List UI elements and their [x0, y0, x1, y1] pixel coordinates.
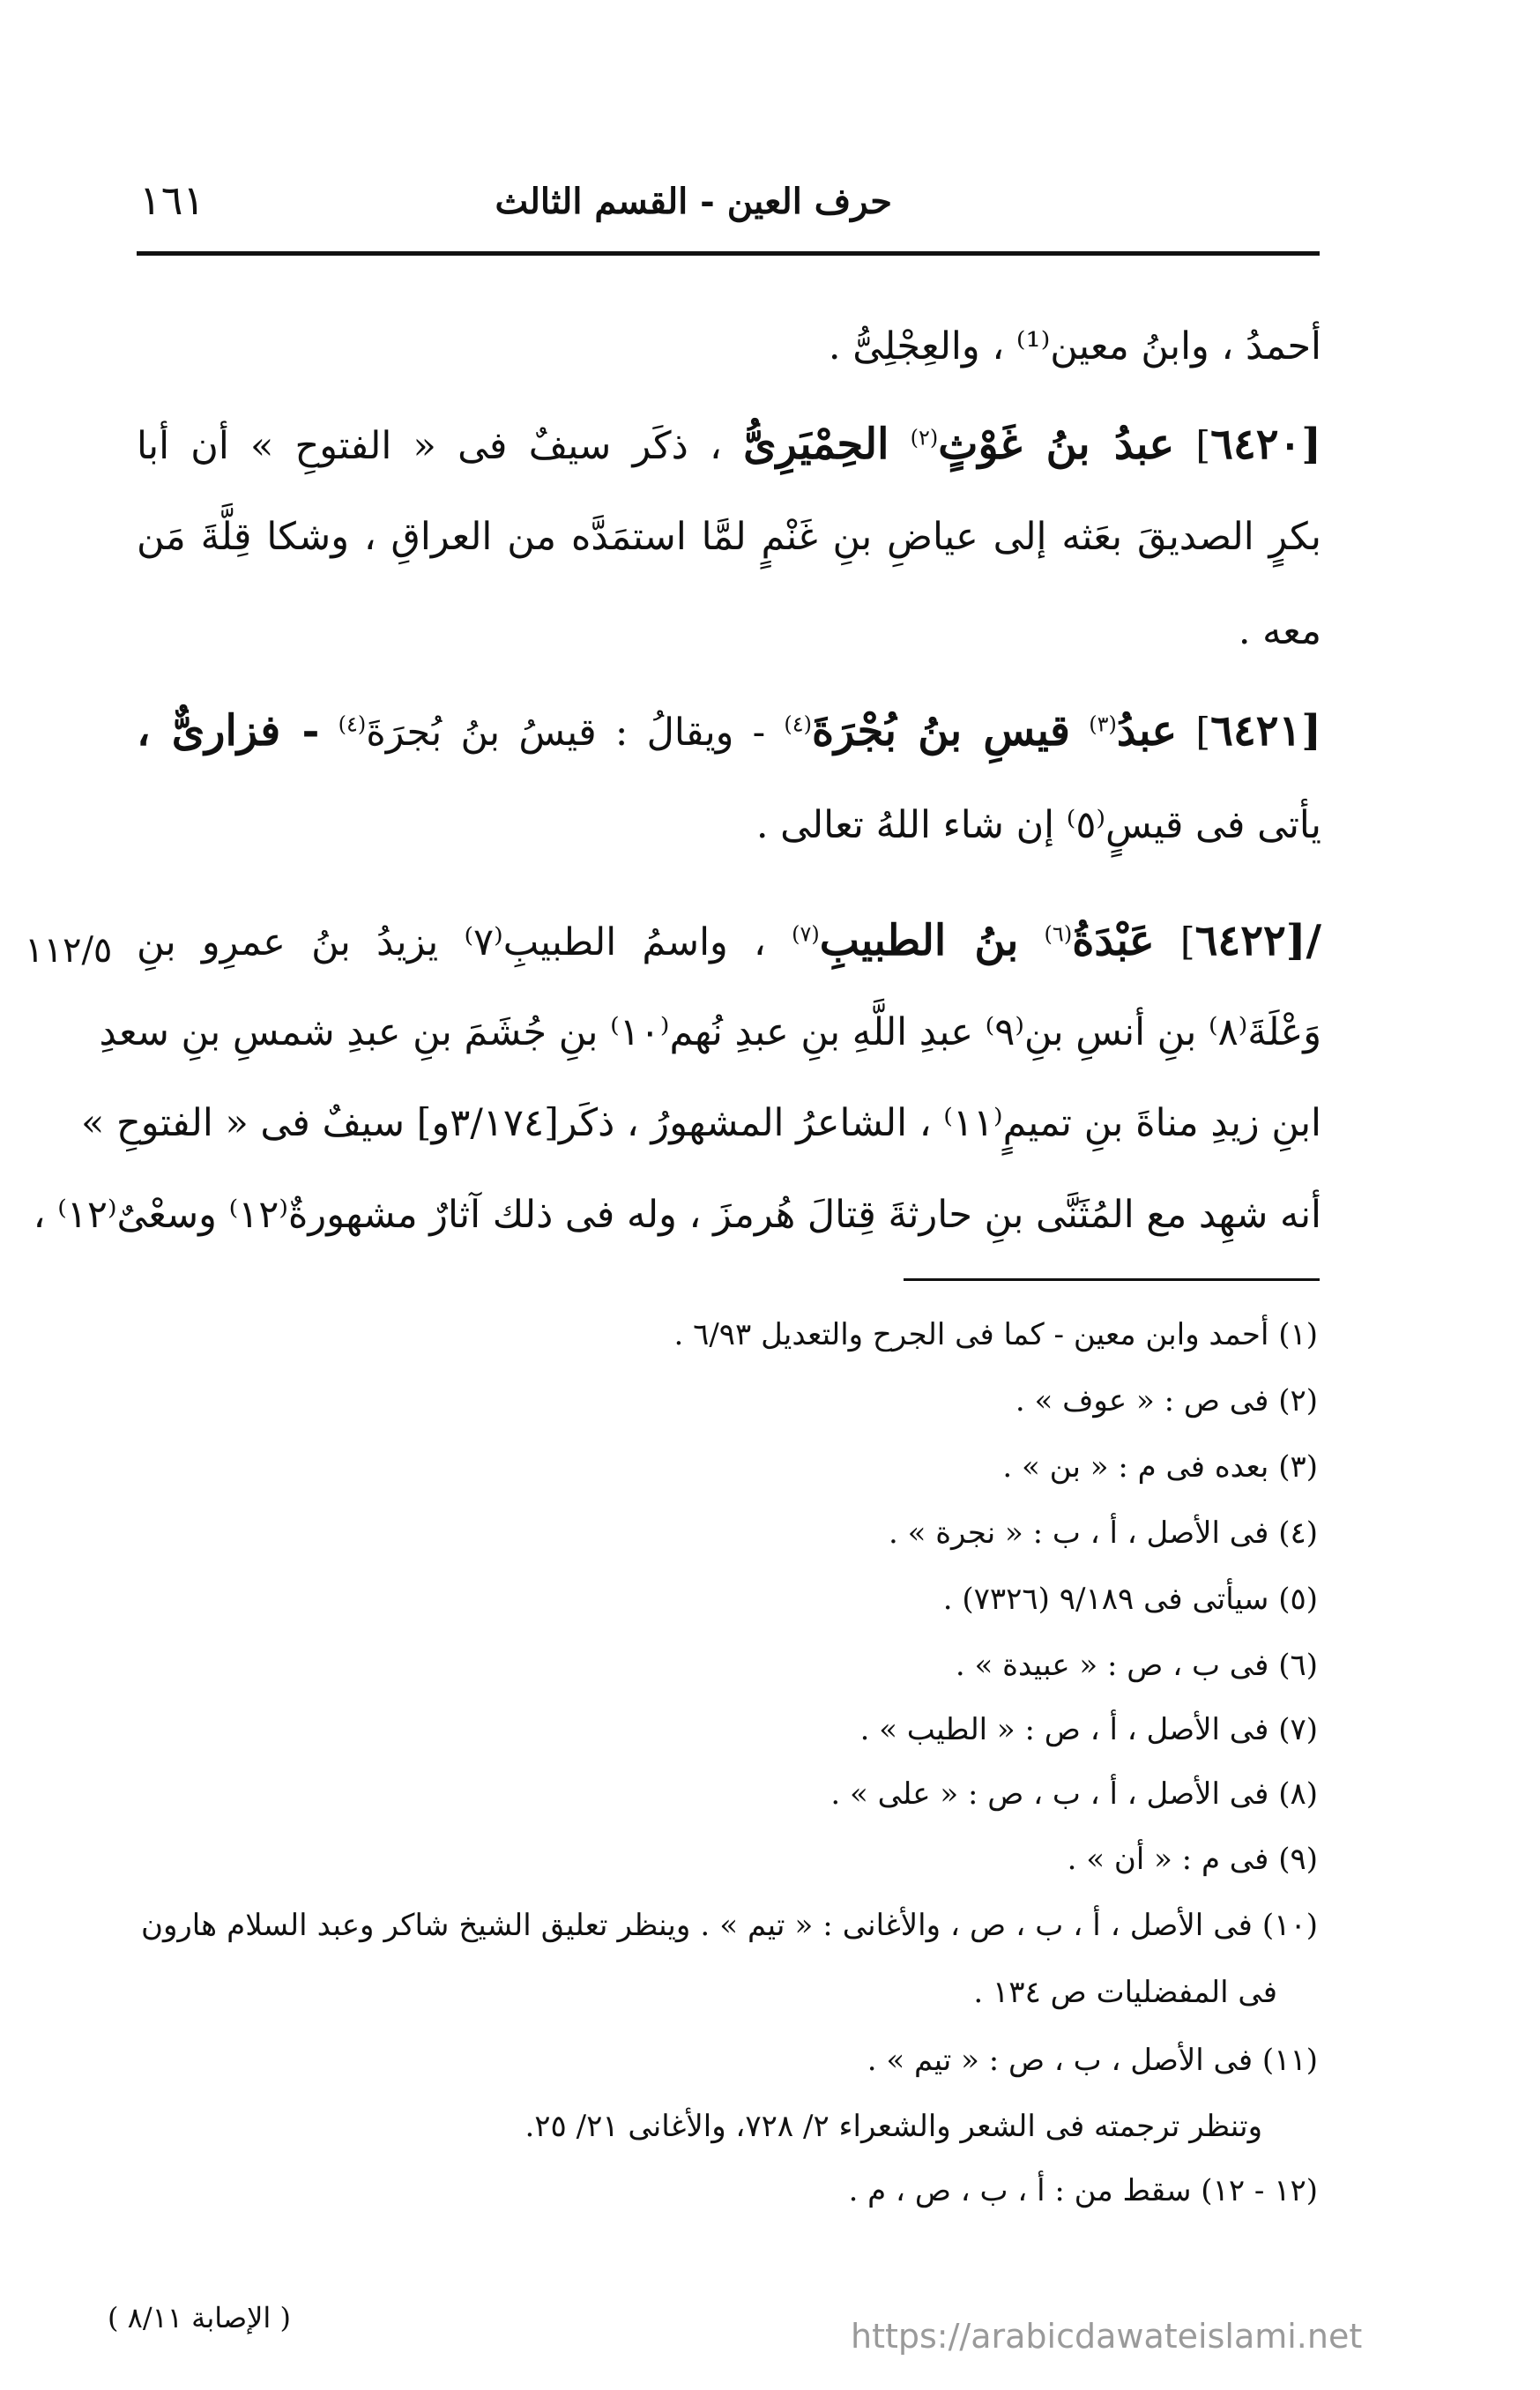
entry-text: ، واسمُ الطبيبِ⁽٧⁾ يزيدُ بنُ عمرِو بنِ [137, 920, 766, 964]
footnote-1: (١) أحمد وابن معين - كما فى الجرح والتعديل ٦/٩٣ . [673, 1317, 1318, 1352]
entry-text: ، ذكَر سيفٌ فى « الفتوحِ » أن أبا [137, 424, 722, 468]
footnote-4: (٤) فى الأصل ، أ ، ب : « نجرة » . [889, 1515, 1318, 1551]
entry-text: - ويقالُ : قيسُ بنُ بُجرَةَ [366, 711, 766, 755]
entry-number: [٦٤٢٠ [1210, 420, 1322, 469]
entry-number: /[٦٤٢٢ [1194, 916, 1322, 965]
entry-number: [٦٤٢١ [1210, 706, 1321, 756]
entry-name-nisba: الحِمْيَرِىُّ [743, 420, 889, 469]
body-line-3: بكرٍ الصديقَ بعَثه إلى عياضِ بنِ غَنْمٍ لمَّا استمَدَّه من العراقِ ، وشكا قِلَّةَ مَن [137, 515, 1321, 559]
footnote-ref: (٢) [910, 425, 939, 450]
footnote-12: (١٢ - ١٢) سقط من : أ ، ب ، ص ، م . [848, 2173, 1318, 2208]
body-line-4: معه . [1238, 609, 1321, 653]
footnote-10-continued: فى المفضليات ص ١٣٤ . [973, 1975, 1277, 2010]
margin-volume-ref: ١١٢/٥ [25, 930, 113, 971]
entry-name-father: بنُ الطبيبِ [819, 916, 1019, 965]
footnote-9: (٩) فى م : « أن » . [1067, 1842, 1318, 1877]
footnote-5: (٥) سيأتى فى ٩/١٨٩ (٧٣٢٦) . [942, 1582, 1318, 1617]
entry-name: عَبْدَةُ [1072, 916, 1155, 965]
entry-nisba: - فزارىٌّ ، [137, 706, 320, 756]
footnote-ref: (٧) [792, 921, 820, 947]
body-line-10: أنه شهِد مع المُثَنَّى بنِ حارثةَ قِتالَ هُرمزَ ، وله فى ذلك آثارٌ مشهورةٌ⁽١٢⁾ وسعْىٌ⁽١٢⁾ ، [33, 1193, 1321, 1237]
footnote-rule [904, 1278, 1320, 1281]
entry-6420-line: [٦٤٢٠] عبدُ بنُ غَوْثٍ$^{(٢)}$ الحِمْيَرِىُّ ، ذكَر سيفٌ فى « الفتوحِ » أن أبا [137, 420, 1322, 469]
footnote-11-continued: وتنظر ترجمته فى الشعر والشعراء ٢/ ٧٢٨، والأغانى ٢١/ ٢٥. [524, 2109, 1262, 2144]
body-line-9: ابنِ زيدِ مناةَ بنِ تميمٍ⁽١١⁾ ، الشاعرُ المشهورُ ، ذكَر[٣/١٧٤و] سيفٌ فى « الفتوحِ » [81, 1101, 1321, 1145]
footnote-11: (١١) فى الأصل ، ب ، ص : « تيم » . [867, 2043, 1318, 2078]
entry-name-father: قيسِ بنُ بُجْرَةَ [812, 706, 1070, 756]
footnote-ref: (٦) [1044, 921, 1073, 947]
running-header-title: حرف العين - القسم الثالث [495, 181, 892, 222]
source-watermark: https://arabicdawateislami.net [851, 2317, 1363, 2356]
footnote-10: (١٠) فى الأصل ، أ ، ب ، ص ، والأغانى : « تيم » . وينظر تعليق الشيخ شاكر وعبد السلام هارون [141, 1908, 1318, 1943]
footnote-ref: (٣) [1089, 711, 1117, 737]
entry-name: عبدُ [1116, 706, 1178, 756]
footnote-ref: (٤) [338, 711, 367, 737]
footnote-7: (٧) فى الأصل ، أ ، ص : « الطيب » . [859, 1712, 1318, 1747]
entry-6422-line: /[٦٤٢٢] عَبْدَةُ$^{(٦)}$ بنُ الطبيبِ$^{(٧)}$ ، واسمُ الطبيبِ⁽٧⁾ يزيدُ بنُ عمرِو بنِ [137, 916, 1322, 965]
footnote-3: (٣) بعده فى م : « بن » . [1002, 1449, 1318, 1485]
entry-6421-line: [٦٤٢١] عبدُ$^{(٣)}$ قيسِ بنُ بُجْرَةَ$^{(٤)}$ - ويقالُ : قيسُ بنُ بُجرَةَ$^{(٤)}$ - فزارىٌّ ، [137, 706, 1321, 756]
footnote-ref: (٤) [784, 711, 812, 737]
volume-signature: ( الإصابة ٨/١١ ) [108, 2301, 291, 2334]
body-line-6: يأتى فى قيسٍ⁽٥⁾ إن شاء اللهُ تعالى . [755, 803, 1321, 847]
body-line-1: أحمدُ ، وابنُ معين⁽¹⁾ ، والعِجْلِىُّ . [828, 324, 1321, 369]
footnote-2: (٢) فى ص : « عوف » . [1015, 1383, 1318, 1418]
body-line-8: وَعْلَةَ⁽٨⁾ بنِ أنسِ بنِ⁽٩⁾ عبدِ اللَّهِ بنِ عبدِ نُهم⁽١٠⁾ بنِ جُشَمَ بنِ عبدِ شمسِ بنِ سعدِ [99, 1010, 1321, 1054]
footnote-6: (٦) فى ب ، ص : « عبيدة » . [955, 1648, 1318, 1683]
footnote-8: (٨) فى الأصل ، أ ، ب ، ص : « على » . [830, 1776, 1318, 1812]
header-rule [137, 251, 1320, 256]
entry-name: عبدُ بنُ غَوْثٍ [938, 420, 1175, 469]
page-number: ١٦١ [139, 176, 205, 224]
